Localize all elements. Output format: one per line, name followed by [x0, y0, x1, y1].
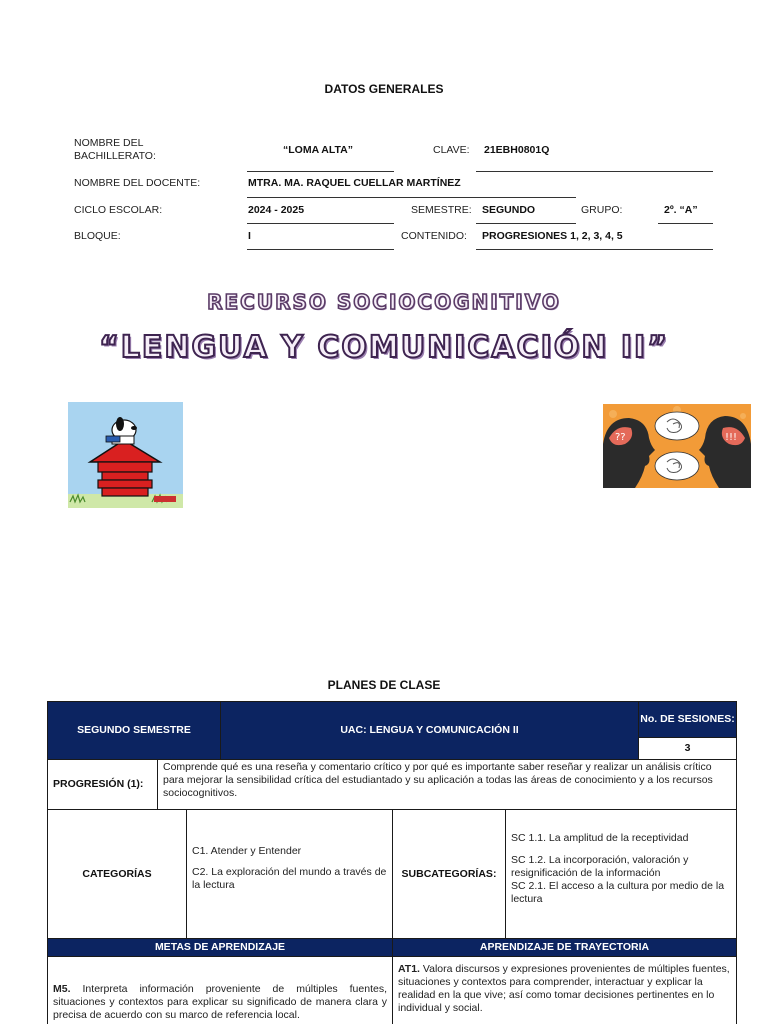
group-underline — [658, 223, 713, 224]
group-value: 2º. “A” — [664, 204, 698, 216]
school-value: “LOMA ALTA” — [283, 144, 353, 156]
semester-header-cell — [47, 701, 221, 760]
snoopy-doghouse-illustration — [68, 402, 183, 508]
semester-label: SEMESTRE: — [411, 204, 472, 216]
class-plans-title: PLANES DE CLASE — [327, 678, 441, 692]
category-item: C1. Atender y Entender — [192, 845, 302, 857]
block-value: I — [248, 230, 251, 242]
content-underline — [476, 249, 713, 250]
goal-text: Interpreta información proveniente de múltiples fuentes, situaciones y contextos para explicar su significado de manera clara y precisa de acuerdo con su marco de referencia local. — [53, 983, 388, 1021]
content-label: CONTENIDO: — [401, 230, 467, 242]
cycle-label: CICLO ESCOLAR: — [74, 204, 163, 216]
trajectory-header: APRENDIZAJE DE TRAYECTORIA — [479, 941, 650, 953]
goals-header-cell — [47, 938, 393, 957]
uac-header-cell — [220, 701, 639, 760]
sessions-header-cell — [638, 701, 737, 738]
semester-underline — [476, 223, 576, 224]
teacher-label: NOMBRE DEL DOCENTE: — [74, 177, 201, 189]
categories-label-cell — [47, 809, 187, 939]
progression-text: Comprende qué es una reseña y comentario crítico y por qué es importante saber reseñar y realizar un análisis crítico para mejorar la sensibilidad crítica del estudiantado y su aplicación a todas las áreas de conocimiento y a los recursos sociocognitivos. — [163, 761, 713, 799]
goal-code: M5. — [53, 983, 71, 995]
content-value: PROGRESIONES 1, 2, 3, 4, 5 — [482, 230, 623, 242]
block-label: BLOQUE: — [74, 230, 121, 242]
progression-label-cell — [47, 759, 158, 810]
subcategory-item: SC 1.1. La amplitud de la receptividad — [511, 832, 689, 844]
teacher-value: MTRA. MA. RAQUEL CUELLAR MARTÍNEZ — [248, 177, 461, 189]
trajectory-code: AT1. — [398, 963, 420, 975]
progression-text-cell — [157, 759, 737, 810]
general-data-title: DATOS GENERALES — [324, 82, 444, 96]
school-underline — [247, 171, 394, 172]
course-title: “LENGUA Y COMUNICACIÓN II” — [99, 330, 669, 365]
semester-value: SEGUNDO — [482, 204, 536, 216]
goal-cell — [47, 956, 393, 1024]
cycle-value: 2024 - 2025 — [248, 204, 305, 216]
trajectory-header-cell — [392, 938, 737, 957]
group-label: GRUPO: — [581, 204, 623, 216]
subcategories-list-cell — [505, 809, 737, 939]
subcategories-label: SUBCATEGORÍAS: — [401, 867, 497, 880]
trajectory-text: Valora discursos y expresiones provenientes de múltiples fuentes, situaciones y contextos para comprender, interactuar y explicar la realidad en la que vive; así como tomar decisiones pertinentes en lo individual y social. — [398, 963, 730, 1014]
svg-text:!!!: !!! — [725, 432, 738, 443]
two-heads-thinking-illustration — [603, 404, 751, 488]
uac-header: UAC: LENGUA Y COMUNICACIÓN II — [340, 724, 519, 736]
school-label: NOMBRE DEL BACHILLERATO: — [74, 137, 156, 162]
progression-label: PROGRESIÓN (1): — [53, 778, 144, 790]
categories-label: CATEGORÍAS — [82, 867, 152, 880]
categories-list-cell — [186, 809, 393, 939]
cycle-underline — [247, 223, 394, 224]
sessions-value-cell — [638, 737, 737, 760]
sessions-value: 3 — [684, 742, 691, 754]
key-underline — [476, 171, 713, 172]
semester-header: SEGUNDO SEMESTRE — [77, 724, 191, 736]
sessions-label: No. DE SESIONES: — [640, 713, 735, 725]
goals-header: METAS DE APRENDIZAJE — [154, 941, 286, 953]
block-underline — [247, 249, 394, 250]
category-item: C2. La exploración del mundo a través de la lectura — [192, 866, 387, 891]
key-label: CLAVE: — [433, 144, 470, 156]
key-value: 21EBH0801Q — [484, 144, 550, 156]
resource-subtitle: RECURSO SOCIOCOGNITIVO — [207, 290, 561, 314]
subcategories-label-cell — [392, 809, 506, 939]
trajectory-cell — [392, 956, 737, 1024]
teacher-underline — [247, 197, 576, 198]
subcategory-item: SC 1.2. La incorporación, valoración y resignificación de la información — [511, 854, 689, 879]
subcategory-item: SC 2.1. El acceso a la cultura por medio de la lectura — [511, 880, 725, 905]
svg-text:??: ?? — [615, 432, 626, 443]
